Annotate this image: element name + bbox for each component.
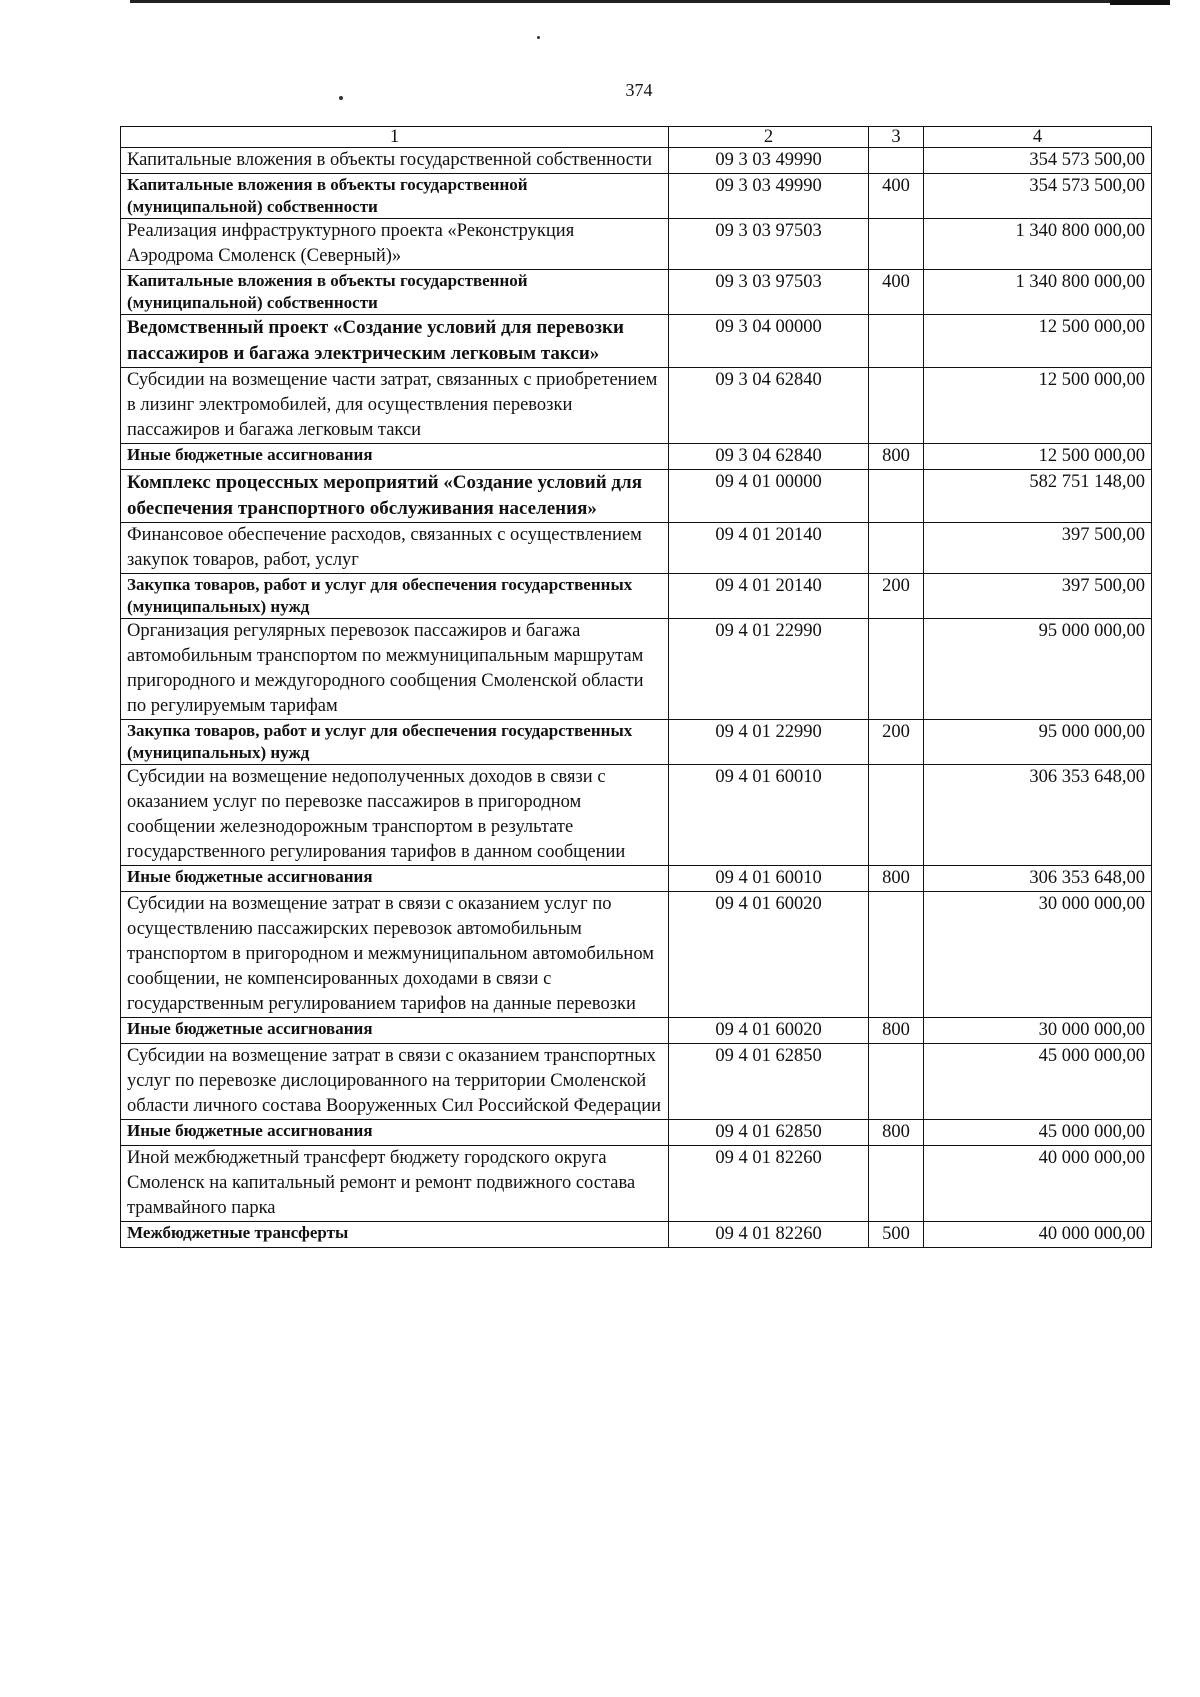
row-code-cell: 09 3 04 62840 [669,368,869,444]
table-row [121,720,1152,765]
table-row [121,866,1152,892]
row-amount-cell: 40 000 000,00 [924,1222,1152,1248]
row-name-cell: Финансовое обеспечение расходов, связанных с осуществлением закупок товаров, работ, услуг [121,523,669,574]
row-amount-cell: 306 353 648,00 [924,866,1152,892]
row-code-cell: 09 4 01 22990 [669,720,869,765]
row-amount-cell: 95 000 000,00 [924,720,1152,765]
table-row [121,315,1152,368]
table-row [121,1146,1152,1222]
row-type-cell [869,368,924,444]
column-header: 1 [121,127,669,148]
row-code-cell: 09 3 03 49990 [669,148,869,174]
row-name-cell: Комплекс процессных мероприятий «Создание условий для обеспечения транспортного обслуживания населения» [121,470,669,523]
scan-top-edge [130,0,1170,3]
row-name-cell: Организация регулярных перевозок пассажиров и багажа автомобильным транспортом по межмуниципальным маршрутам пригородного и междугородного сообщения Смоленской области по регулируемым тарифам [121,619,669,720]
row-amount-cell: 354 573 500,00 [924,148,1152,174]
row-name-cell: Иные бюджетные ассигнования [121,1018,669,1044]
row-name-cell: Субсидии на возмещение затрат в связи с оказанием услуг по осуществлению пассажирских перевозок автомобильным транспортом в пригородном и межмуниципальном автомобильном сообщении, не компенсированных доходами в связи с государственным регулированием тарифов на данные перевозки [121,892,669,1018]
row-amount-cell: 40 000 000,00 [924,1146,1152,1222]
row-type-cell: 800 [869,1018,924,1044]
table-header-row [121,127,1152,148]
row-name-cell: Межбюджетные трансферты [121,1222,669,1248]
row-code-cell: 09 4 01 60020 [669,892,869,1018]
row-type-cell: 200 [869,720,924,765]
row-amount-cell: 95 000 000,00 [924,619,1152,720]
row-amount-cell: 306 353 648,00 [924,765,1152,866]
table-row [121,765,1152,866]
table-row [121,1222,1152,1248]
row-code-cell: 09 3 04 62840 [669,444,869,470]
row-amount-cell: 1 340 800 000,00 [924,270,1152,315]
column-header: 2 [669,127,869,148]
table-row [121,470,1152,523]
table-row [121,148,1152,174]
row-code-cell: 09 3 03 49990 [669,174,869,219]
row-name-cell: Ведомственный проект «Создание условий для перевозки пассажиров и багажа электрическим легковым такси» [121,315,669,368]
row-type-cell [869,470,924,523]
row-name-cell: Закупка товаров, работ и услуг для обеспечения государственных (муниципальных) нужд [121,574,669,619]
table-row [121,1018,1152,1044]
column-header: 3 [869,127,924,148]
row-code-cell: 09 3 04 00000 [669,315,869,368]
scan-speck [537,36,540,39]
row-code-cell: 09 4 01 20140 [669,574,869,619]
table-row [121,219,1152,270]
table-row [121,523,1152,574]
page-number: 374 [625,80,653,100]
table-row [121,444,1152,470]
row-code-cell: 09 4 01 60010 [669,765,869,866]
row-name-cell: Субсидии на возмещение недополученных доходов в связи с оказанием услуг по перевозке пассажиров в пригородном сообщении железнодорожным транспортом в результате государственного регулирования тарифов в данном сообщении [121,765,669,866]
table-row [121,619,1152,720]
row-code-cell: 09 4 01 20140 [669,523,869,574]
row-amount-cell: 12 500 000,00 [924,444,1152,470]
row-type-cell [869,892,924,1018]
row-type-cell [869,619,924,720]
row-amount-cell: 30 000 000,00 [924,892,1152,1018]
row-name-cell: Иные бюджетные ассигнования [121,866,669,892]
row-name-cell: Закупка товаров, работ и услуг для обеспечения государственных (муниципальных) нужд [121,720,669,765]
row-amount-cell: 354 573 500,00 [924,174,1152,219]
row-type-cell [869,315,924,368]
row-name-cell: Субсидии на возмещение затрат в связи с оказанием транспортных услуг по перевозке дислоцированного на территории Смоленской области личного состава Вооруженных Сил Российской Федерации [121,1044,669,1120]
column-header: 4 [924,127,1152,148]
row-type-cell [869,148,924,174]
row-code-cell: 09 4 01 60020 [669,1018,869,1044]
row-type-cell: 800 [869,866,924,892]
row-amount-cell: 397 500,00 [924,574,1152,619]
row-amount-cell: 45 000 000,00 [924,1120,1152,1146]
table-row [121,892,1152,1018]
row-amount-cell: 45 000 000,00 [924,1044,1152,1120]
row-name-cell: Иные бюджетные ассигнования [121,1120,669,1146]
row-name-cell: Капитальные вложения в объекты государственной (муниципальной) собственности [121,174,669,219]
row-type-cell [869,219,924,270]
table-row [121,270,1152,315]
row-amount-cell: 30 000 000,00 [924,1018,1152,1044]
row-code-cell: 09 3 03 97503 [669,270,869,315]
row-name-cell: Субсидии на возмещение части затрат, связанных с приобретением в лизинг электромобилей, для осуществления перевозки пассажиров и багажа легковым такси [121,368,669,444]
row-code-cell: 09 4 01 62850 [669,1120,869,1146]
row-code-cell: 09 4 01 82260 [669,1146,869,1222]
row-type-cell [869,523,924,574]
row-type-cell [869,1146,924,1222]
row-code-cell: 09 4 01 82260 [669,1222,869,1248]
scan-top-edge-mark [1110,0,1170,5]
budget-table [120,126,1152,1248]
row-type-cell: 400 [869,174,924,219]
row-code-cell: 09 4 01 00000 [669,470,869,523]
row-amount-cell: 12 500 000,00 [924,315,1152,368]
row-type-cell [869,765,924,866]
row-name-cell: Иные бюджетные ассигнования [121,444,669,470]
row-code-cell: 09 4 01 22990 [669,619,869,720]
row-name-cell: Иной межбюджетный трансферт бюджету городского округа Смоленск на капитальный ремонт и ремонт подвижного состава трамвайного парка [121,1146,669,1222]
row-name-cell: Реализация инфраструктурного проекта «Реконструкция Аэродрома Смоленск (Северный)» [121,219,669,270]
row-type-cell: 500 [869,1222,924,1248]
row-type-cell: 800 [869,1120,924,1146]
row-code-cell: 09 4 01 62850 [669,1044,869,1120]
row-name-cell: Капитальные вложения в объекты государственной (муниципальной) собственности [121,270,669,315]
row-type-cell: 200 [869,574,924,619]
row-type-cell [869,1044,924,1120]
row-code-cell: 09 3 03 97503 [669,219,869,270]
table-row [121,574,1152,619]
row-type-cell: 800 [869,444,924,470]
row-amount-cell: 397 500,00 [924,523,1152,574]
row-amount-cell: 1 340 800 000,00 [924,219,1152,270]
row-name-cell: Капитальные вложения в объекты государственной собственности [121,148,669,174]
table-row [121,1044,1152,1120]
row-amount-cell: 12 500 000,00 [924,368,1152,444]
table-row [121,1120,1152,1146]
row-type-cell: 400 [869,270,924,315]
table-row [121,174,1152,219]
row-code-cell: 09 4 01 60010 [669,866,869,892]
table-row [121,368,1152,444]
row-amount-cell: 582 751 148,00 [924,470,1152,523]
